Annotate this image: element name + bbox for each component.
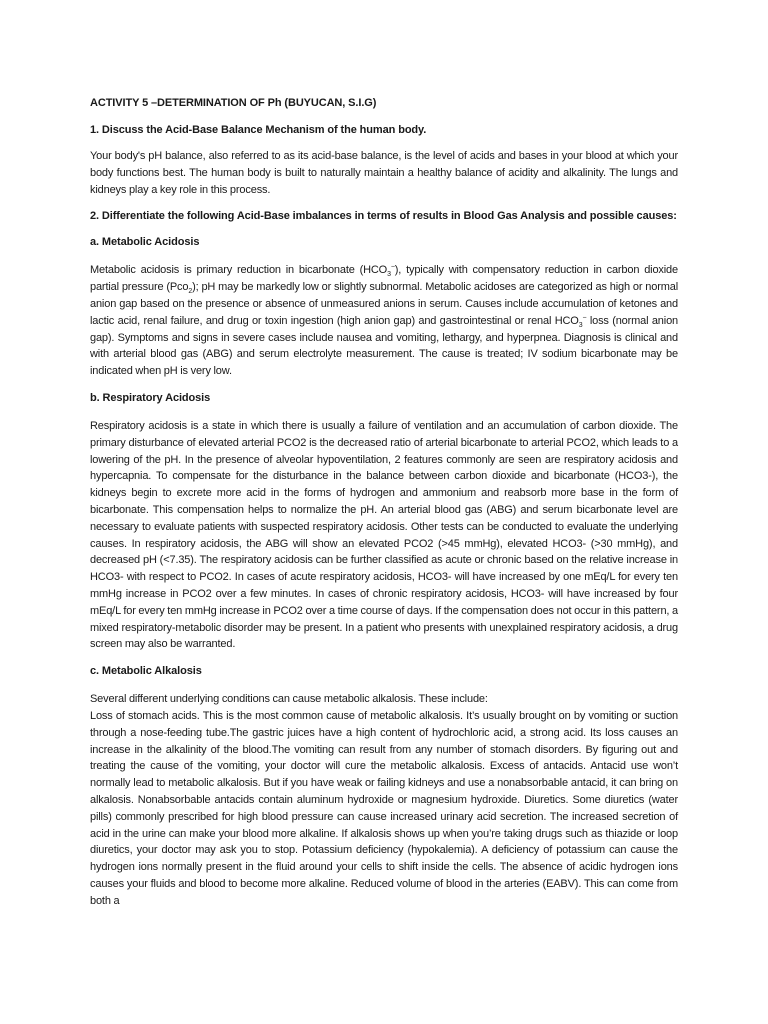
respiratory-acidosis-heading: b. Respiratory Acidosis: [90, 391, 211, 404]
metabolic-acidosis-text: [90, 262, 678, 380]
metabolic-acidosis-text-part-1: Metabolic acidosis is primary reduction in bicarbonate (HCO: [90, 264, 388, 277]
question-1-heading: 1. Discuss the Acid-Base Balance Mechanism of the human body.: [90, 124, 427, 136]
superscript-minus: −: [390, 263, 395, 271]
metabolic-alkalosis-heading: c. Metabolic Alkalosis: [90, 665, 202, 678]
document-title: ACTIVITY 5 –DETERMINATION OF Ph (BUYUCAN, S.I.G): [90, 97, 377, 109]
metabolic-acidosis-heading: a. Metabolic Acidosis: [90, 236, 200, 249]
metabolic-acidosis-text-part-4: loss (normal anion gap). Symptoms and signs in severe cases include nausea and vomiting, lethargy, and hyperpnea. Diagnosis is clinical and with arterial blood gas (ABG) and serum electrolyte measurement. The cause is treated; IV sodium bicarbonate may be indicated when pH is very low.: [90, 314, 679, 378]
respiratory-acidosis-text: Respiratory acidosis is a state in which there is usually a failure of ventilation and an accumulation of carbon dioxide. The primary disturbance of elevated arterial PCO2 is the decreased ratio of arterial bicarbonate to arterial PCO2, which leads to a lowering of the pH. In the presence of alveolar hypoventilation, 2 features commonly are seen are respiratory acidosis and hypercapnia. To compensate for the disturbance in the balance between carbon dioxide and bicarbonate (HCO3-), the kidneys begin to excrete more acid in the forms of hydrogen and ammonium and reabsorb more base in the form of bicarbonate. This compensation helps to normalize the pH. An arterial blood gas (ABG) and serum bicarbonate level are necessary to evaluate patients with suspected respiratory acidosis. Other tests can be conducted to evaluate the underlying causes. In respiratory acidosis, the ABG will show an elevated PCO2 (>45 mmHg), elevated HCO3- (>30 mmHg), and decreased pH (<7.35). The respiratory acidosis can be further classified as acute or chronic based on the relative increase in HCO3- with respect to PCO2. In cases of acute respiratory acidosis, HCO3- will have increased by one mEq/L for every ten mmHg increase in PCO2 over a few minutes. In cases of chronic respiratory acidosis, HCO3- will have increased by four mEq/L for every ten mmHg increase in PCO2 over a time course of days. If the compensation does not occur in this pattern, a mixed respiratory-metabolic disorder may be present. In a patient who presents with unexplained respiratory acidosis, a drug screen may also be warranted.: [90, 419, 678, 651]
metabolic-acidosis-text-part-2: ), typically with compensatory reduction in carbon dioxide partial pressure (Pco: [90, 264, 678, 294]
subscript-3: 3: [387, 271, 391, 279]
superscript-minus-second: −: [582, 314, 587, 322]
metabolic-alkalosis-intro: Several different underlying conditions can cause metabolic alkalosis. These include:: [90, 693, 488, 706]
metabolic-alkalosis-text: Loss of stomach acids. This is the most common cause of metabolic alkalosis. It’s usually brought on by vomiting or suction through a nose-feeding tube.The gastric juices have a high content of hydrochloric acid, a strong acid. Its loss causes an increase in the alkalinity of the blood.The vomiting can result from any number of stomach disorders. By figuring out and treating the cause of the vomiting, your doctor will cure the metabolic alkalosis. Excess of antacids. Antacid use won’t normally lead to metabolic alkalosis. But if you have weak or failing kidneys and use a nonabsorbable antacid, it can bring on alkalosis. Nonabsorbable antacids contain aluminum hydroxide or magnesium hydroxide. Diuretics. Some diuretics (water pills) commonly prescribed for high blood pressure can cause increased urinary acid secretion. The increased secretion of acid in the urine can make your blood more alkaline. If alkalosis shows up when you’re taking drugs such as thiazide or loop diuretics, your doctor may ask you to stop. Potassium deficiency (hypokalemia). A deficiency of potassium can cause the hydrogen ions normally present in the fluid around your cells to shift inside the cells. The absence of acidic hydrogen ions causes your fluids and blood to become more alkaline. Reduced volume of blood in the arteries (EABV). This can come from both a: [90, 709, 678, 907]
subscript-2: 2: [188, 288, 193, 296]
question-2-heading: 2. Differentiate the following Acid-Base imbalances in terms of results in Blood Gas Analysis and possible causes:: [90, 210, 677, 223]
subscript-3-second: 3: [578, 321, 583, 329]
metabolic-acidosis-text-part-3: ); pH may be markedly low or slightly subnormal. Metabolic acidoses are categorized as high or normal anion gap based on the presence or absence of unmeasured anions in serum. Causes include accumulation of ketones and lactic acid, renal failure, and drug or toxin ingestion (high anion gap) and gastrointestinal or renal HCO: [90, 281, 678, 327]
question-1-answer: Your body's pH balance, also referred to as its acid-base balance, is the level of acids and bases in your blood at which your body functions best. The human body is built to naturally maintain a healthy balance of acidity and alkalinity. The lungs and kidneys play a key role in this process.: [90, 150, 678, 196]
